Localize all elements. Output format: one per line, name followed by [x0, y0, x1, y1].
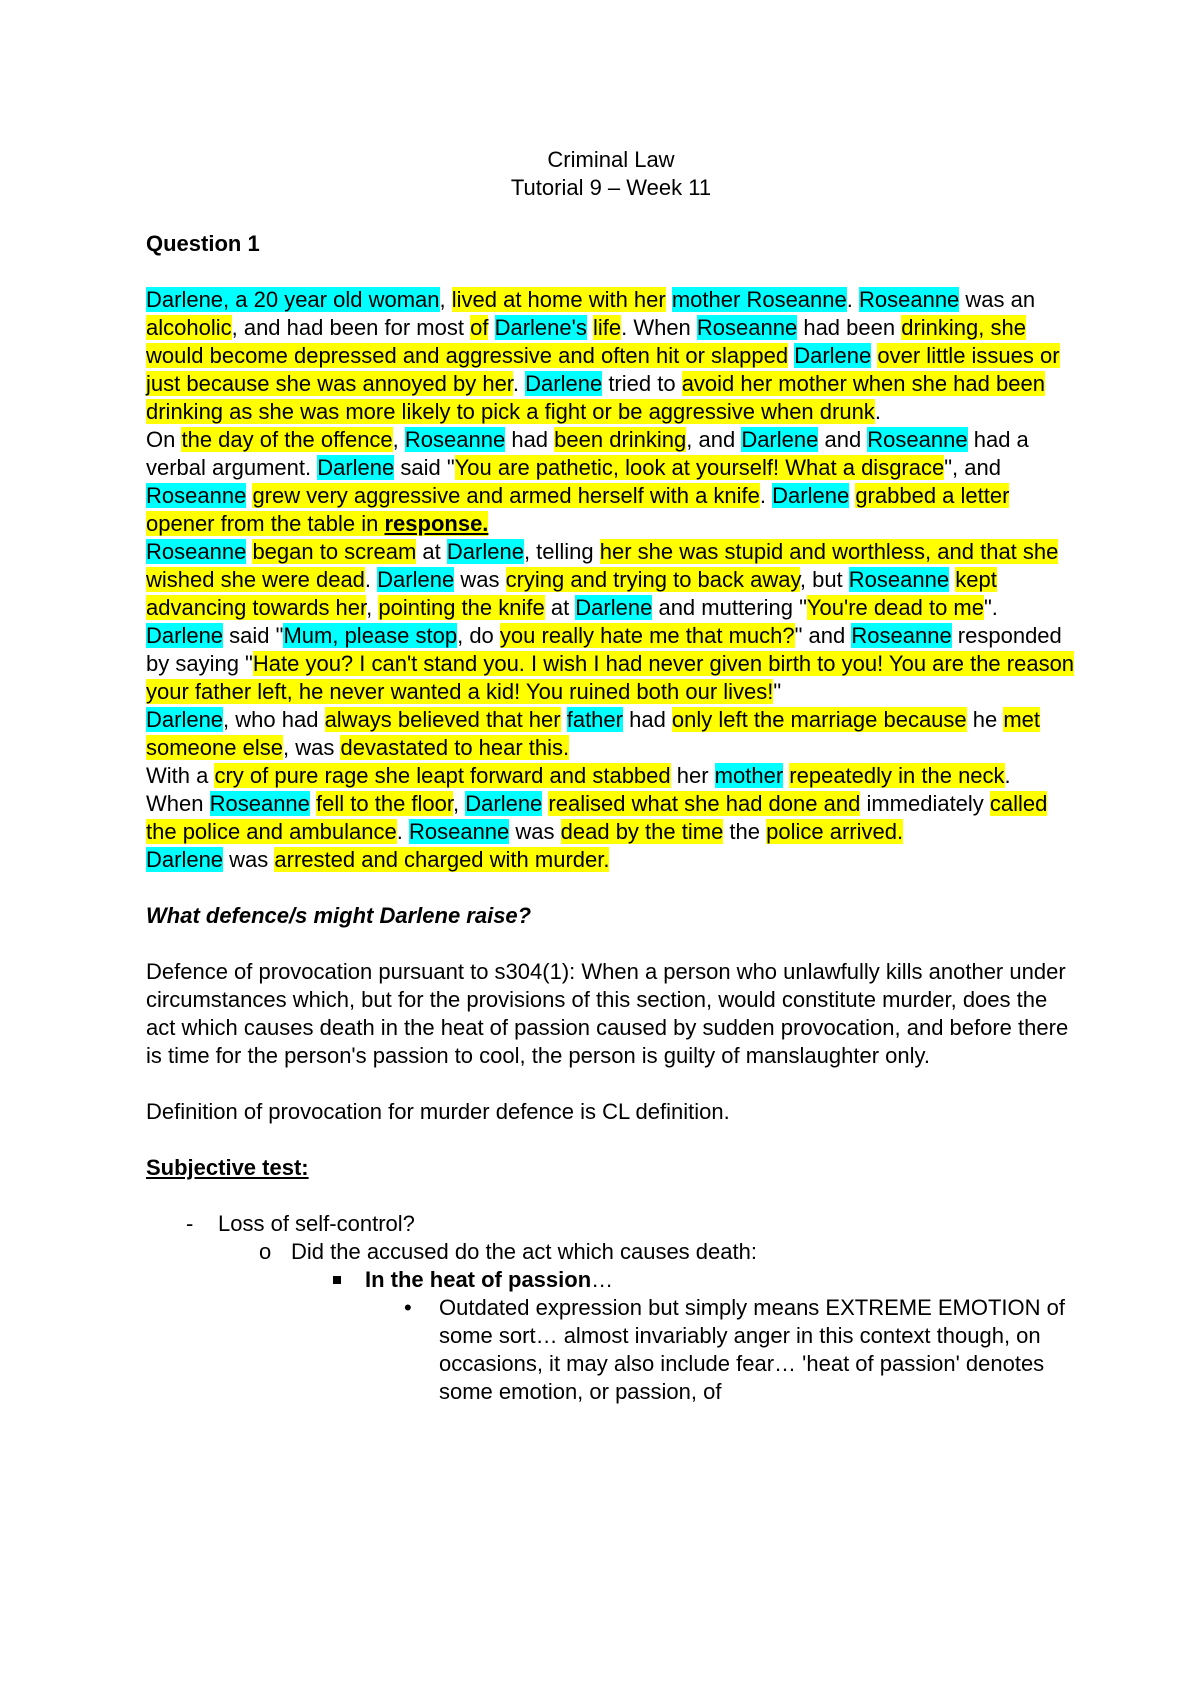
- yellow-highlight: devastated to hear this.: [340, 735, 570, 760]
- cyan-highlight: Roseanne: [851, 623, 952, 648]
- yellow-highlight: grew very aggressive and armed herself with a knife: [252, 483, 760, 508]
- plain-text: .: [396, 819, 409, 844]
- fact-paragraph: [146, 426, 1076, 538]
- outline-item-level2: [146, 1238, 1076, 1266]
- plain-text: ,: [439, 287, 452, 312]
- yellow-highlight: arrested and charged with murder.: [274, 847, 610, 872]
- cyan-highlight: Darlene: [465, 791, 543, 816]
- document-title: [146, 146, 1076, 202]
- outline-list: [146, 1210, 1076, 1406]
- plain-text: had been: [797, 315, 902, 340]
- cyan-highlight: Darlene: [741, 427, 819, 452]
- plain-text: was: [223, 847, 275, 872]
- yellow-highlight: you really hate me that much?: [499, 623, 795, 648]
- outline-text: Loss of self-control?: [218, 1211, 415, 1236]
- cyan-highlight: Roseanne: [408, 819, 510, 844]
- yellow-highlight: repeatedly in the neck: [789, 763, 1005, 788]
- outline-text: In the heat of passion: [365, 1267, 592, 1292]
- cyan-highlight: Darlene: [575, 595, 653, 620]
- plain-text: , was: [282, 735, 341, 760]
- plain-text: he: [966, 707, 1004, 732]
- fact-paragraph: [146, 846, 1076, 874]
- cyan-highlight: Roseanne: [867, 427, 968, 452]
- yellow-highlight: realised what she had done and: [548, 791, 861, 816]
- cyan-highlight: Roseanne: [209, 791, 310, 816]
- outline-ellipsis: …: [591, 1267, 614, 1292]
- plain-text: immediately: [860, 791, 990, 816]
- cyan-highlight: Roseanne: [146, 483, 247, 508]
- fact-paragraph: [146, 706, 1076, 762]
- dash-marker-icon: -: [186, 1211, 194, 1236]
- cyan-highlight: Darlene: [146, 847, 224, 872]
- facts-section: [146, 286, 1076, 874]
- yellow-highlight: cry of pure rage she leapt forward and stabbed: [214, 763, 671, 788]
- cyan-highlight: Roseanne: [858, 287, 960, 312]
- cyan-highlight: Darlene: [146, 707, 224, 732]
- question-prompt: What defence/s might Darlene raise?: [146, 903, 532, 928]
- outline-item-level4: [146, 1294, 1076, 1406]
- title-course: Criminal Law: [547, 147, 675, 172]
- plain-text: " and: [794, 623, 852, 648]
- yellow-highlight: police arrived.: [766, 819, 904, 844]
- plain-text: , and: [686, 427, 742, 452]
- plain-text: the: [723, 819, 767, 844]
- plain-text: , telling: [523, 539, 600, 564]
- outline-text: Did the accused do the act which causes death:: [291, 1239, 757, 1264]
- yellow-highlight: kept advancing towards her: [146, 567, 997, 620]
- plain-text: had: [505, 427, 555, 452]
- plain-text: ,: [366, 595, 379, 620]
- fact-paragraph: [146, 790, 1076, 846]
- yellow-highlight: You're dead to me: [806, 595, 984, 620]
- yellow-highlight: always believed that her: [324, 707, 561, 732]
- fact-paragraph: [146, 286, 1076, 426]
- fact-paragraph: [146, 538, 1076, 706]
- plain-text: was an: [959, 287, 1036, 312]
- square-bullet-icon: [333, 1276, 341, 1284]
- plain-text: [561, 707, 567, 732]
- plain-text: said ": [394, 455, 455, 480]
- plain-text: ".: [983, 595, 998, 620]
- yellow-highlight: began to scream: [252, 539, 417, 564]
- yellow-highlight: called the police and ambulance: [146, 791, 1048, 844]
- circle-marker-icon: o: [259, 1239, 272, 1264]
- cyan-highlight: Mum, please stop: [283, 623, 458, 648]
- plain-text: With a: [146, 763, 215, 788]
- cyan-highlight: mother Roseanne: [671, 287, 847, 312]
- plain-text: and: [818, 427, 868, 452]
- yellow-highlight: lived at home with her: [451, 287, 666, 312]
- plain-text: .: [846, 287, 859, 312]
- plain-text: ": [773, 679, 782, 704]
- yellow-highlight: fell to the floor: [316, 791, 454, 816]
- plain-text: her: [670, 763, 715, 788]
- question-heading: Question 1: [146, 231, 260, 256]
- plain-text: . When: [621, 315, 697, 340]
- plain-text: had: [622, 707, 672, 732]
- plain-text: On: [146, 427, 182, 452]
- plain-text: , do: [457, 623, 500, 648]
- plain-text: at: [416, 539, 447, 564]
- plain-text: When: [146, 791, 210, 816]
- outline-text: Outdated expression but simply means EXTREME EMOTION of some sort… almost invariably anger in this context though, on occasions, it may also include fear… 'heat of passion' denotes some emotion, or passion, of: [439, 1295, 1066, 1404]
- cyan-highlight: Darlene: [446, 539, 524, 564]
- yellow-highlight: life: [592, 315, 622, 340]
- cyan-highlight: Roseanne: [848, 567, 950, 592]
- cyan-highlight: mother: [714, 763, 784, 788]
- cyan-highlight: Darlene: [377, 567, 455, 592]
- round-bullet-icon: •: [404, 1295, 412, 1320]
- yellow-highlight: her she was stupid and worthless, and that she wished she were dead: [146, 539, 1059, 592]
- plain-text: was: [454, 567, 506, 592]
- yellow-highlight: avoid her mother when she had been drinking as she was more likely to pick a fight or be aggressive when drunk: [146, 371, 1045, 424]
- yellow-highlight: You are pathetic, look at yourself! What a disgrace: [454, 455, 945, 480]
- cyan-highlight: Darlene's: [494, 315, 587, 340]
- cyan-highlight: Darlene: [794, 343, 872, 368]
- yellow-highlight: alcoholic: [146, 315, 232, 340]
- plain-text: .: [364, 567, 378, 592]
- plain-text: responded by saying ": [146, 623, 1062, 676]
- yellow-highlight: of: [470, 315, 489, 340]
- document-page: [146, 146, 1076, 1406]
- yellow-highlight: only left the marriage because: [671, 707, 967, 732]
- cyan-highlight: Darlene: [317, 455, 395, 480]
- outline-item-level1: [146, 1210, 1076, 1238]
- plain-text: , and had been for most: [231, 315, 471, 340]
- plain-text: [666, 287, 672, 312]
- yellow-highlight: grabbed a letter opener from the table in: [146, 483, 1010, 536]
- yellow-highlight: pointing the knife: [378, 595, 545, 620]
- plain-text: ", and: [944, 455, 1001, 480]
- plain-text: at: [544, 595, 576, 620]
- cyan-highlight: Roseanne: [146, 539, 247, 564]
- title-tutorial: Tutorial 9 – Week 11: [510, 175, 712, 200]
- yellow-highlight: over little issues or just because she was annoyed by her: [146, 343, 1060, 396]
- plain-text: , but: [799, 567, 849, 592]
- cyan-highlight: Darlene: [525, 371, 603, 396]
- cyan-highlight: Darlene, a 20 year old woman: [146, 287, 440, 312]
- provocation-paragraph: Defence of provocation pursuant to s304(1): When a person who unlawfully kills another under circumstances which, but for the provisions of this section, would constitute murder, does the act which causes death in the heat of passion caused by sudden provocation, and before there is time for the person's passion to cool, the person is guilty of manslaughter only.: [146, 959, 1069, 1068]
- plain-text: had a verbal argument.: [146, 427, 1029, 480]
- plain-text: tried to: [602, 371, 682, 396]
- yellow-highlight: dead by the time: [560, 819, 724, 844]
- bold-underlined-highlight: response.: [384, 511, 489, 536]
- cyan-highlight: father: [566, 707, 623, 732]
- plain-text: ,: [392, 427, 405, 452]
- plain-text: ,: [453, 791, 466, 816]
- cyan-highlight: Roseanne: [404, 427, 506, 452]
- plain-text: .: [512, 371, 526, 396]
- plain-text: said ": [223, 623, 284, 648]
- definition-paragraph: Definition of provocation for murder defence is CL definition.: [146, 1099, 730, 1124]
- plain-text: was: [509, 819, 561, 844]
- yellow-highlight: drinking, she would become depressed and aggressive and often hit or slapped: [146, 315, 1026, 368]
- cyan-highlight: Darlene: [146, 623, 224, 648]
- yellow-highlight: Hate you? I can't stand you. I wish I had never given birth to you! You are the reason your father left, he never wanted a kid! You ruined both our lives!: [146, 651, 1075, 704]
- outline-item-level3: [146, 1266, 1076, 1294]
- yellow-highlight: met someone else: [146, 707, 1041, 760]
- fact-paragraph: [146, 762, 1076, 790]
- plain-text: .: [1004, 763, 1011, 788]
- plain-text: and muttering ": [652, 595, 807, 620]
- yellow-highlight: been drinking: [554, 427, 687, 452]
- yellow-highlight: crying and trying to back away: [505, 567, 800, 592]
- plain-text: .: [759, 483, 773, 508]
- yellow-highlight: the day of the offence: [181, 427, 393, 452]
- cyan-highlight: Roseanne: [696, 315, 798, 340]
- subjective-test-heading: Subjective test:: [146, 1155, 309, 1180]
- plain-text: , who had: [223, 707, 325, 732]
- cyan-highlight: Darlene: [772, 483, 850, 508]
- plain-text: [488, 315, 494, 340]
- plain-text: .: [874, 399, 881, 424]
